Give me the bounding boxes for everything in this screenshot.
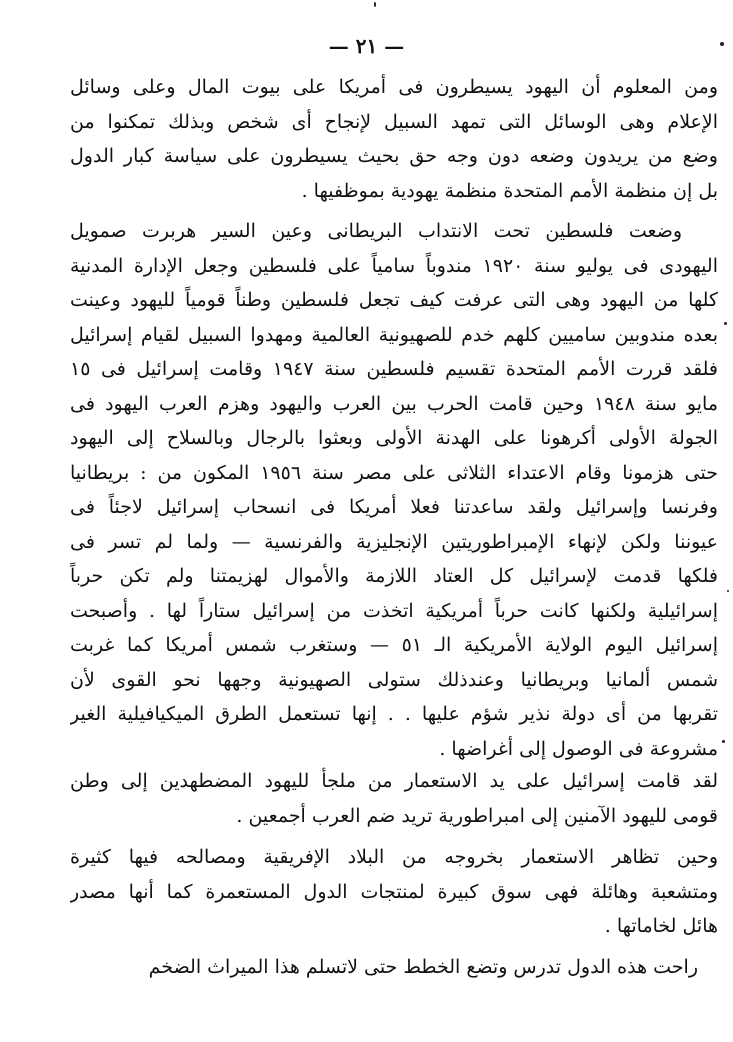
text-line: مايو سنة ١٩٤٨ وحين قامت الحرب بين العرب واليهود وهزم العرب اليهود فى bbox=[70, 392, 718, 415]
text-line: ومن المعلوم أن اليهود يسيطرون فى أمريكا على بيوت المال وعلى وسائل bbox=[70, 76, 718, 98]
paragraph-3 bbox=[70, 764, 718, 833]
page-number: — ٢١ — bbox=[328, 34, 405, 58]
text-line: فلكها قدمت لإسرائيل كل العتاد اللازمة والأموال لهزيمتنا ولم تكن حرباً bbox=[70, 565, 718, 587]
text-line: إسرائيل اليوم الولاية الأمريكية الـ ٥١ — وستغرب شمس أمريكا كما غربت bbox=[70, 634, 718, 656]
text-line: إسرائيلية ولكنها كانت حرباً أمريكية اتخذت من إسرائيل ستاراً لها . وأصبحت bbox=[70, 599, 718, 622]
text-line: حتى هزمونا وقام الاعتداء الثلاثى على مصر سنة ١٩٥٦ المكون من : بريطانيا bbox=[70, 461, 718, 484]
text-line: بل إن منظمة الأمم المتحدة منظمة يهودية بموظفيها . bbox=[301, 179, 718, 202]
text-line: ومتشعبة وهائلة فهى سوق كبيرة لمنتجات الدول المستعمرة كما أنها مصدر bbox=[70, 880, 718, 903]
text-line: عيوننا ولكن لإنهاء الإمبراطوريتين الإنجليزية والفرنسية — ولما لم تسر فى bbox=[70, 530, 718, 553]
text-line: قومى لليهود الآمنين إلى امبراطورية تريد ضم العرب أجمعين . bbox=[236, 804, 718, 827]
text-line: مشروعة فى الوصول إلى أغراضها . bbox=[439, 737, 718, 760]
text-line: الإعلام وهى الوسائل التى تمهد السبيل لإنجاح أى شخص وبذلك تمكنوا من bbox=[70, 110, 718, 133]
text-line: شمس ألمانيا وبريطانيا وعندذلك ستولى الصهيونية وجهها نحو القوى لأن bbox=[70, 668, 718, 691]
text-line: وحين تظاهر الاستعمار بخروجه من البلاد الإفريقية ومصالحه فيها كثيرة bbox=[70, 846, 718, 868]
scan-speck bbox=[724, 322, 727, 325]
text-line: تقربها من أى دولة نذير شؤم عليها . . إنها تستعمل الطرق الميكيافيلية الغير bbox=[70, 703, 718, 725]
text-line: وضع من يريدون وضعه دون وجه حق بحيث يسيطرون على سياسة كبار الدول bbox=[70, 145, 718, 167]
paragraph-5 bbox=[70, 950, 718, 985]
text-line: وضعت فلسطين تحت الانتداب البريطانى وعين السير هربرت صمويل bbox=[70, 220, 682, 242]
paragraph-4 bbox=[70, 840, 718, 944]
scan-speck bbox=[374, 2, 376, 7]
text-line: هائل لخاماتها . bbox=[604, 915, 718, 937]
text-line: وفرنسا وإسرائيل ولقد ساعدتنا فعلا أمريكا فى انسحاب إسرائيل لاجئاً فى bbox=[70, 496, 718, 518]
text-line: الجولة الأولى أكرهونا على الهدنة الأولى وبعثوا بالرجال وبالسلاح إلى اليهود bbox=[70, 427, 718, 449]
scan-speck bbox=[720, 42, 724, 46]
paragraph-1 bbox=[70, 70, 718, 208]
paragraph-2 bbox=[70, 214, 718, 766]
scan-speck bbox=[727, 590, 729, 592]
scan-speck bbox=[722, 740, 725, 743]
text-line: اليهودى فى يوليو سنة ١٩٢٠ مندوباً سامياً على فلسطين وجعل الإدارة المدنية bbox=[70, 254, 718, 277]
text-line: فلقد قررت الأمم المتحدة تقسيم فلسطين سنة ١٩٤٧ وقامت إسرائيل فى ١٥ bbox=[70, 358, 718, 380]
text-line: لقد قامت إسرائيل على يد الاستعمار من ملجأ لليهود المضطهدين إلى وطن bbox=[70, 770, 718, 792]
text-line: راحت هذه الدول تدرس وتضع الخطط حتى لاتسلم هذا الميراث الضخم bbox=[148, 956, 698, 978]
text-line: كلها من اليهود وهى التى عرفت كيف تجعل فلسطين وطناً قومياً لليهود وعينت bbox=[70, 289, 718, 311]
text-line: بعده مندوبين ساميين كلهم خدم للصهيونية العالمية ومهدوا السبيل لقيام إسرائيل bbox=[70, 323, 718, 346]
